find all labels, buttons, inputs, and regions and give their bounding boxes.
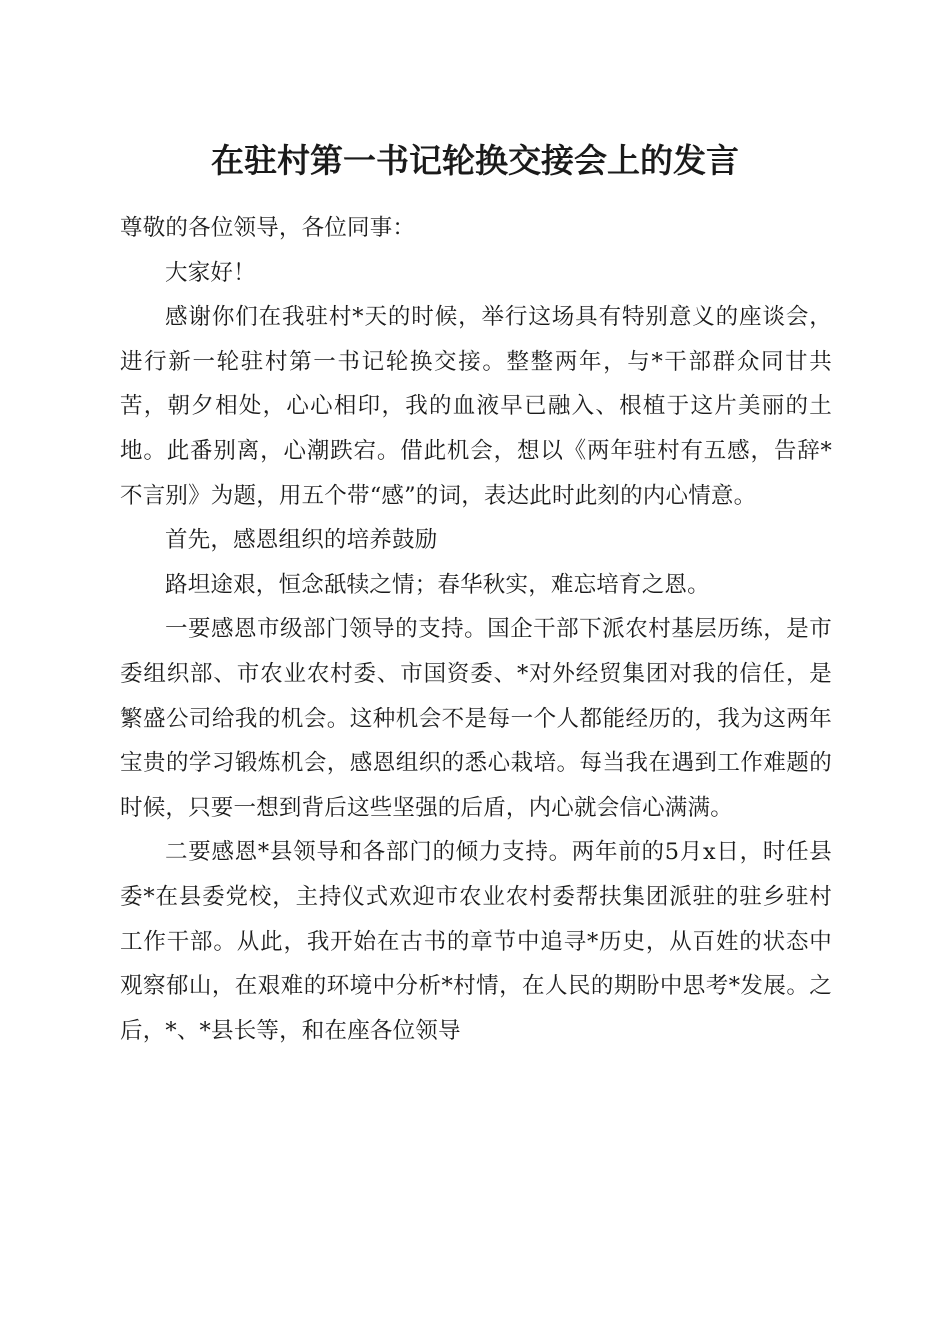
paragraph-greeting: 大家好！ xyxy=(165,259,256,286)
paragraph-couplet: 路坦途艰，恒念舐犊之情；春华秋实，难忘培育之恩。 xyxy=(165,571,710,598)
paragraph-point-two: 二要感恩*县领导和各部门的倾力支持。两年前的5月x日，时任县委*在县委党校，主持仪式欢迎市农业农村委帮扶集团派驻的驻乡驻村工作干部。从此，我开始在古书的章节中追寻*历史，从百姓的状态中观察郁山，在艰难的环境中分析*村情，在人民的期盼中思考*发展。之后，*、*县长等，和在座各位领导 xyxy=(120,839,832,1044)
section-heading-gratitude: 首先，感恩组织的培养鼓励 xyxy=(165,527,438,554)
document-body xyxy=(120,206,832,1053)
document-title: 在驻村第一书记轮换交接会上的发言 xyxy=(211,141,739,180)
paragraph-intro: 感谢你们在我驻村*天的时候，举行这场具有特别意义的座谈会，进行新一轮驻村第一书记轮换交接。整整两年，与*干部群众同甘共苦，朝夕相处，心心相印，我的血液早已融入、根植于这片美丽的土地。此番别离，心潮跌宕。借此机会，想以《两年驻村有五感，告辞*不言别》为题，用五个带“感”的词，表达此时此刻的内心情意。 xyxy=(120,304,832,509)
paragraph-point-one: 一要感恩市级部门领导的支持。国企干部下派农村基层历练，是市委组织部、市农业农村委、市国资委、*对外经贸集团对我的信任，是繁盛公司给我的机会。这种机会不是每一个人都能经历的，我为这两年宝贵的学习锻炼机会，感恩组织的悉心栽培。每当我在遇到工作难题的时候，只要一想到背后这些坚强的后盾，内心就会信心满满。 xyxy=(120,616,832,821)
salutation: 尊敬的各位领导，各位同事： xyxy=(120,215,416,241)
